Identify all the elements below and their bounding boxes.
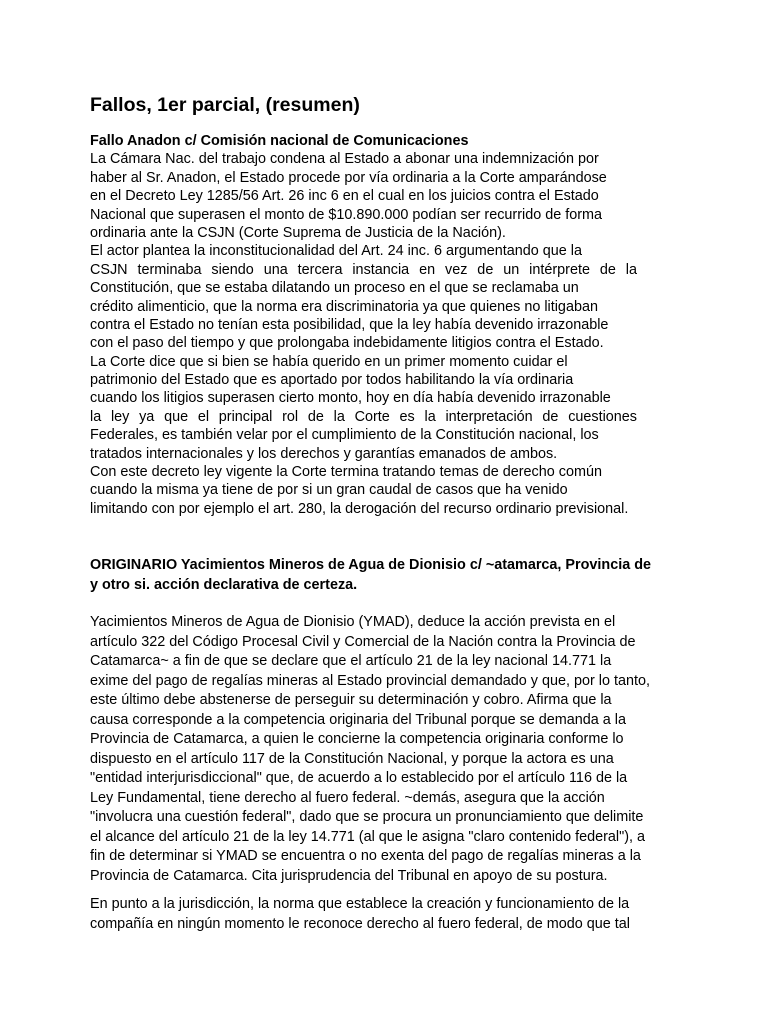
text-line: La Cámara Nac. del trabajo condena al Estado a abonar una indemnización por [90, 151, 599, 168]
text-line: cuando los litigios superasen cierto monto, hoy en día había devenido irrazonable [90, 390, 611, 407]
paragraph-ymad-2 [90, 895, 690, 934]
text-line: Ley Fundamental, tiene derecho al fuero federal. ~demás, asegura que la acción [90, 789, 605, 806]
text-line: cuando la misma ya tiene de por si un gran caudal de casos que ha venido [90, 482, 568, 499]
text-line: ordinaria ante la CSJN (Corte Suprema de Justicia de la Nación). [90, 224, 506, 241]
text-line: Provincia de Catamarca, a quien le concierne la competencia originaria conforme lo [90, 731, 624, 747]
heading-line: ORIGINARIO Yacimientos Mineros de Agua de Dionisio c/ ~atamarca, Provincia de [90, 557, 652, 573]
text-line: Con este decreto ley vigente la Corte termina tratando temas de derecho común [90, 464, 602, 481]
text-line: "entidad interjurisdiccional" que, de acuerdo a lo establecido por el artículo 116 de la [90, 770, 628, 786]
text-line: en el Decreto Ley 1285/56 Art. 26 inc 6 en el cual en los juicios contra el Estado [90, 188, 599, 205]
text-line: Provincia de Catamarca. Cita jurisprudencia del Tribunal en apoyo de su postura. [90, 867, 608, 884]
text-line: este último debe abstenerse de perseguir su determinación y cobro. Afirma que la [90, 692, 612, 708]
text-line: tratados internacionales y los derechos y garantías emanados de ambos. [90, 445, 558, 462]
text-line: Nacional que superasen el monto de $10.890.000 podían ser recurrido de forma [90, 206, 602, 223]
text-line: fin de determinar si YMAD se encuentra o no exenta del pago de regalías mineras a la [90, 848, 641, 864]
text-line: haber al Sr. Anadon, el Estado procede por vía ordinaria a la Corte amparándose [90, 169, 607, 186]
text-line: Catamarca~ a fin de que se declare que el artículo 21 de la ley nacional 14.771 la [90, 653, 612, 669]
text-line: crédito alimenticio, que la norma era discriminatoria ya que quienes no litigaban [90, 298, 598, 315]
text-line: El actor plantea la inconstitucionalidad del Art. 24 inc. 6 argumentando que la [90, 243, 583, 260]
text-line: En punto a la jurisdicción, la norma que establece la creación y funcionamiento de la [90, 896, 630, 912]
document-title: Fallos, 1er parcial, (resumen) [90, 94, 360, 116]
document-page [90, 92, 690, 932]
text-line: "involucra una cuestión federal", dado que se procura un pronunciamiento que delimite [90, 809, 644, 825]
paragraph-ymad-1 [90, 613, 690, 886]
text-line: La Corte dice que si bien se había querido en un primer momento cuidar el [90, 353, 568, 370]
text-line: exime del pago de regalías mineras al Estado provincial demandado y que, por lo tanto, [90, 672, 650, 689]
text-line: la ley ya que el principal rol de la Corte es la interpretación de cuestiones [90, 408, 637, 425]
text-line: con el paso del tiempo y que prolongaba indebidamente litigios contra el Estado. [90, 335, 604, 352]
section-ymad [90, 556, 690, 934]
text-line: contra el Estado no tenían esta posibilidad, que la ley había devenido irrazonable [90, 316, 609, 333]
text-line: Yacimientos Mineros de Agua de Dionisio (YMAD), deduce la acción prevista en el [90, 614, 616, 630]
text-line: Constitución, que se estaba dilatando un proceso en el que se reclamaba un [90, 280, 579, 297]
text-line: causa corresponde a la competencia originaria del Tribunal porque se demanda a la [90, 711, 626, 728]
text-line: artículo 322 del Código Procesal Civil y Comercial de la Nación contra la Provincia de [90, 633, 636, 650]
text-line: dispuesto en el artículo 117 de la Constitución Nacional, y porque la actora es una [90, 750, 614, 767]
section-anadon [90, 132, 690, 518]
text-line: limitando con por ejemplo el art. 280, la derogación del recurso ordinario previsional. [90, 500, 629, 517]
section-heading-ymad [90, 556, 690, 595]
text-line: patrimonio del Estado que es aportado por todos habilitando la vía ordinaria [90, 372, 574, 389]
text-line: compañía en ningún momento le reconoce derecho al fuero federal, de modo que tal [90, 915, 631, 932]
heading-line: y otro si. acción declarativa de certeza. [90, 576, 358, 593]
text-line: CSJN terminaba siendo una tercera instancia en vez de un intérprete de la [90, 261, 637, 278]
text-line: el alcance del artículo 21 de la ley 14.771 (al que le asigna "claro contenido federal"), a [90, 828, 646, 845]
section-heading-anadon: Fallo Anadon c/ Comisión nacional de Comunicaciones [90, 133, 469, 149]
text-line: Federales, es también velar por el cumplimiento de la Constitución nacional, los [90, 427, 599, 444]
